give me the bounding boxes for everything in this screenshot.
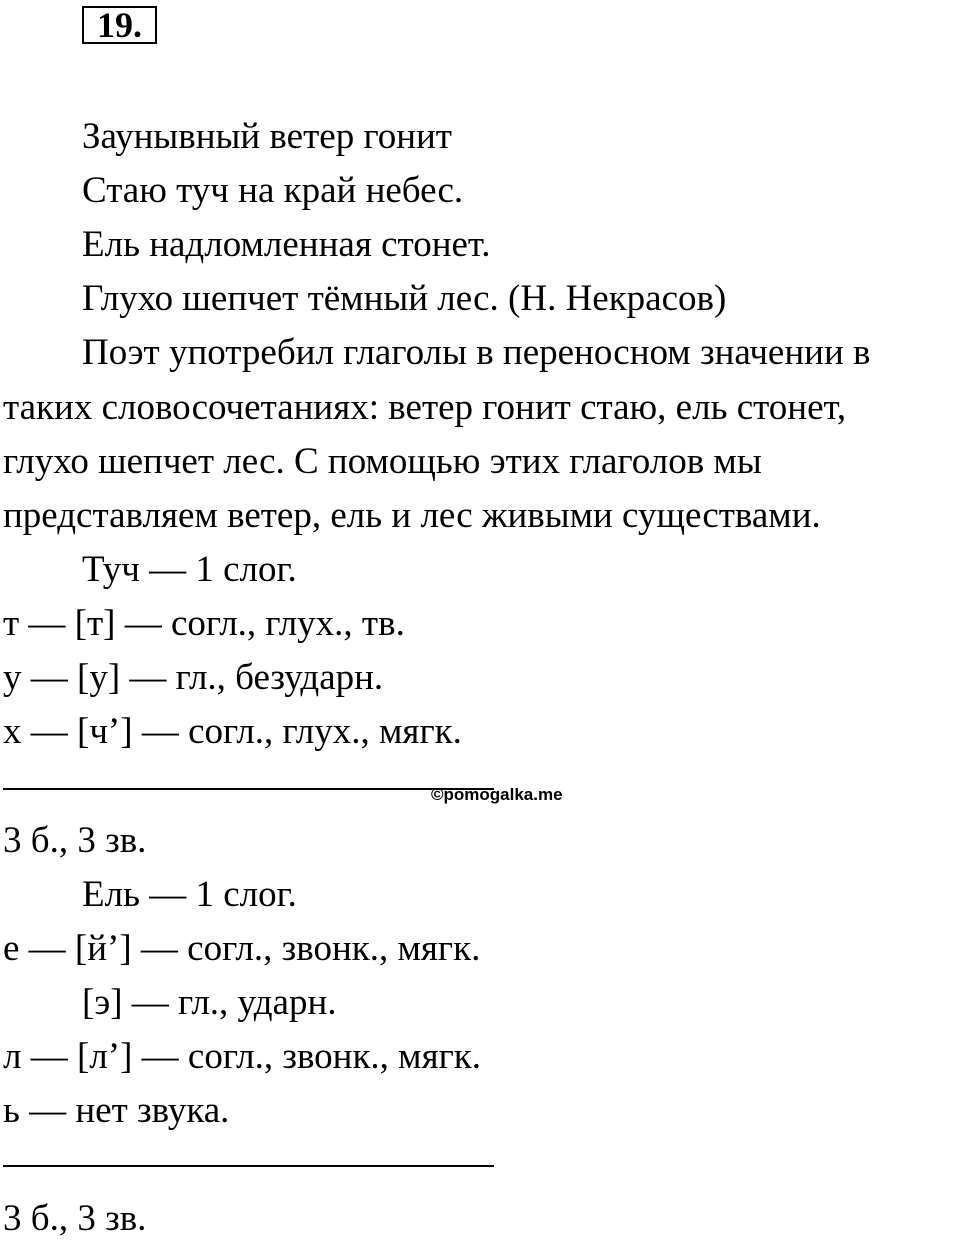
divider-line xyxy=(3,788,494,790)
poem-line: Заунывный ветер гонит xyxy=(82,116,452,157)
poem-line: Ель надломленная стонет. xyxy=(82,224,491,265)
explanation-line: глухо шепчет лес. С помощью этих глаголов мы xyxy=(3,441,762,482)
explanation-line: представляем ветер, ель и лес живыми существами. xyxy=(3,495,821,536)
syllable-heading: Ель — 1 слог. xyxy=(82,874,297,915)
phonetic-row: [э] — гл., ударн. xyxy=(82,982,337,1023)
poem-line: Глухо шепчет тёмный лес. (Н. Некрасов) xyxy=(82,278,727,319)
divider-line xyxy=(3,1165,494,1167)
syllable-heading: Туч — 1 слог. xyxy=(82,549,297,590)
phonetic-row: у — [у] — гл., безударн. xyxy=(3,657,384,698)
letters-sounds-summary: 3 б., 3 зв. xyxy=(3,820,147,861)
explanation-line: Поэт употребил глаголы в переносном значении в xyxy=(82,332,871,373)
poem-line: Стаю туч на край небес. xyxy=(82,170,464,211)
exercise-number: 19. xyxy=(82,6,157,44)
phonetic-row: т — [т] — согл., глух., тв. xyxy=(3,603,405,644)
phonetic-row: л — [л’] — согл., звонк., мягк. xyxy=(3,1036,482,1077)
explanation-line: таких словосочетаниях: ветер гонит стаю, ель стонет, xyxy=(3,387,847,428)
phonetic-row: х — [ч’] — согл., глух., мягк. xyxy=(3,711,462,752)
letters-sounds-summary: 3 б., 3 зв. xyxy=(3,1198,147,1239)
watermark: ©pomogalka.me xyxy=(431,785,563,804)
phonetic-row: ь — нет звука. xyxy=(3,1090,230,1131)
phonetic-row: е — [й’] — согл., звонк., мягк. xyxy=(3,928,481,969)
